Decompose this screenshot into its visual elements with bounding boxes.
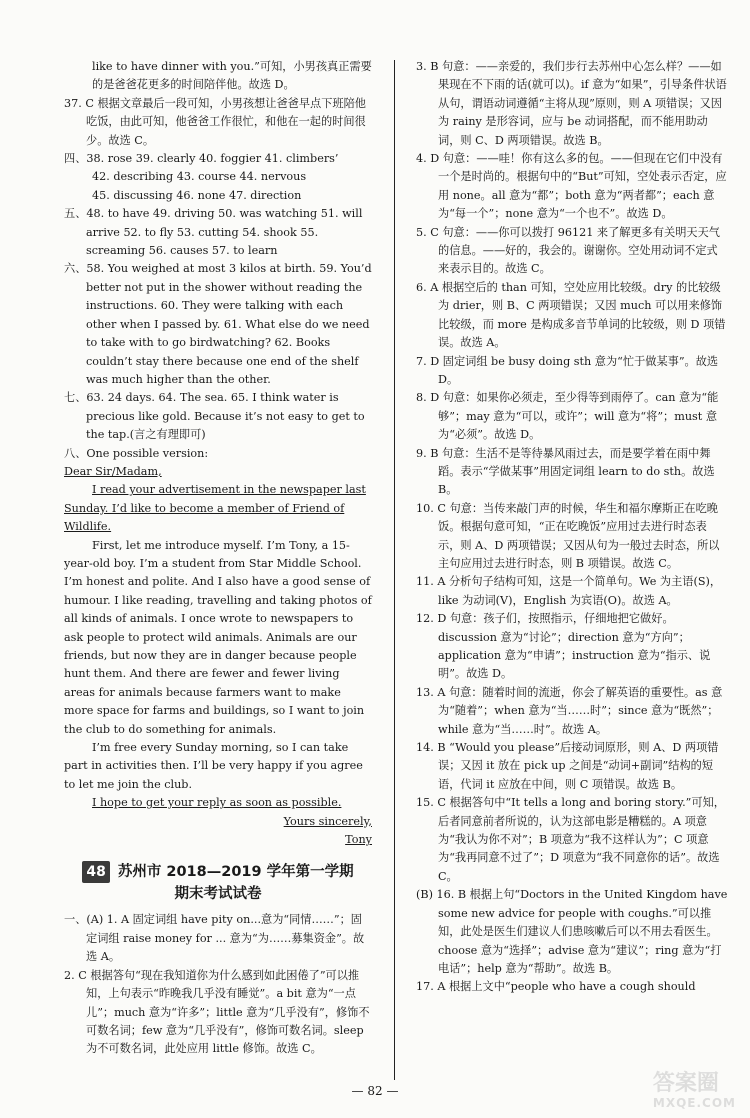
left-column	[64, 58, 372, 1059]
answer-line: 9. B 句意：生活不是等待暴风雨过去，而是要学着在雨中舞蹈。表示“学做某事”用固定词组 learn to do sth。故选 B。	[416, 446, 715, 497]
answer-line: 37. C 根据文章最后一段可知，小男孩想让爸爸早点下班陪他吃饭，由此可知，他爸爸工作很忙，和他在一起的时间很少。故选 C。	[64, 96, 366, 147]
section-heading-line1	[64, 861, 372, 883]
answer-line: 3. B 句意：——亲爱的，我们步行去苏州中心怎么样？——如果现在不下雨的话(就可以)。if 意为“如果”，引导条件状语从句，谓语动词遵循“主将从现”原则，则 A 项错误；又因为 rainy 是形容词，应与 be 动词搭配，而不能用助动词，则 C、D 两项错误。故选 B。	[416, 60, 727, 147]
answer-line: 六、58. You weighed at most 3 kilos at birth. 59. You’d better not put in the shower without reading the instructions. 60. They were talking with each other when I passed by. 61. What else do we need to take with to go birdwatching? 62. Books couldn’t stay there because one end of the shelf was much higher than the other.	[64, 262, 372, 386]
watermark-text: 答案圈	[652, 1071, 719, 1097]
answer-line: 一、(A) 1. A 固定词组 have pity on...意为“同情……”；固定词组 raise money for ... 意为“为……募集资金”。故选 A。	[64, 913, 365, 964]
answer-line: 10. C 句意：当传来敲门声的时候，华生和福尔摩斯正在吃晚饭。根据句意可知，“正在吃晚饭”应用过去进行时态表示，则 A、D 两项错误；又因从句为一般过去时态，所以主句应用过去进行时态，则 B 项错误。故选 C。	[416, 501, 720, 570]
answer-line: 11. A 分析句子结构可知，这是一个简单句。We 为主语(S)，like 为动词(V)，English 为宾语(O)。故选 A。	[416, 575, 722, 607]
answer-line: 13. A 句意：随着时间的流逝，你会了解英语的重要性。as 意为“随着”；when 意为“当……时”；since 意为“既然”；while 意为“当……时”。故选 A。	[416, 685, 723, 736]
answer-line: Yours sincerely,	[283, 814, 372, 828]
answer-line: 5. C 句意：——你可以拨打 96121 来了解更多有关明天天气的信息。——好的，我会的。谢谢你。空处用动词不定式来表示目的。故选 C。	[416, 225, 720, 276]
answer-line: 八、One possible version:	[64, 446, 209, 460]
left-answers	[64, 58, 372, 849]
page-number: — 82 —	[351, 1084, 399, 1098]
answer-line: Tony	[345, 833, 372, 847]
answer-line: 五、48. to have 49. driving 50. was watching 51. will arrive 52. to fly 53. cutting 54. shook 55. screaming 56. causes 57. to learn	[64, 207, 363, 258]
site-watermark	[652, 1071, 736, 1112]
answer-line: 8. D 句意：如果你必须走，至少得等到雨停了。can 意为“能够”；may 意为“可以，或许”；will 意为“将”；must 意为“必须”。故选 D。	[416, 391, 719, 442]
section-subtitle: 期末考试试卷	[174, 886, 262, 903]
answer-line: 17. A 根据上文中“people who have a cough should	[416, 980, 696, 994]
section-title: 苏州市 2018—2019 学年第一学期	[117, 864, 354, 881]
answer-line: 45. discussing 46. none 47. direction	[92, 188, 302, 202]
section-heading	[64, 861, 372, 905]
answer-line: (B) 16. B 根据上句“Doctors in the United Kingdom have some new advice for people with coughs.”可以推知，此处是医生们建议人们患咳嗽后可以不用去看医生。choose 意为“选择”；advise 意为“建议”；ring 意为“打电话”；help 意为“帮助”。故选 B。	[416, 888, 728, 975]
column-divider	[394, 60, 395, 1080]
answer-line: 6. A 根据空后的 than 可知，空处应用比较级。dry 的比较级为 drier，则 B、C 两项错误；又因 much 可以用来修饰比较级，而 more 是构成多音节单词的比较级，则 D 项错误。故选 A。	[416, 280, 726, 350]
answer-line: First, let me introduce myself. I’m Tony, a 15-year-old boy. I’m a student from Star Middle School. I’m honest and polite. And I also have a good sense of humour. I like reading, travelling and taking photos of all kinds of animals. I once wrote to newspapers to ask people to protect wild animals. Animals are our friends, but now they are in danger because people hunt them. And there are fewer and fewer living areas for animals because farmers want to make more space for farms and buildings, so I want to join the club to do something for animals.	[64, 538, 372, 736]
watermark-url: MXQE.COM	[652, 1095, 736, 1110]
right-column	[416, 58, 728, 997]
section-number-badge: 48	[82, 861, 109, 883]
answer-line: 14. B “Would you please”后接动词原形，则 A、D 两项错误；又因 it 放在 pick up 之间是“动词+副词”结构的短语，代词 it 应放在中间，则 C 项错误。故选 B。	[416, 741, 719, 791]
answer-line: Dear Sir/Madam,	[64, 464, 162, 478]
answer-line: 2. C 根据答句“现在我知道你为什么感到如此困倦了”可以推知，上句表示“昨晚我几乎没有睡觉”。a bit 意为“一点儿”；much 意为“许多”；little 意为“几乎没有”，修饰不可数名词；few 意为“几乎没有”，修饰可数名词。sleep 为不可数名词，此处应用 little 修饰。故选 C。	[64, 968, 370, 1056]
answer-line: 四、38. rose 39. clearly 40. foggier 41. climbers’	[64, 152, 339, 166]
left-answers-2	[64, 911, 372, 1058]
answer-line: like to have dinner with you.”可知，小男孩真正需要的是爸爸花更多的时间陪伴他。故选 D。	[92, 60, 372, 92]
answer-line: I’m free every Sunday morning, so I can take part in activities then. I’ll be very happy if you agree to let me join the club.	[64, 741, 363, 791]
answer-line: 15. C 根据答句中“It tells a long and boring story.”可知，后者同意前者所说的，认为这部电影是糟糕的。A 项意为“我认为你不对”；B 项意为“我不这样认为”；C 项意为“我再同意不过了”；D 项意为“我不同意你的话”。故选 C。	[416, 796, 725, 883]
answer-line: 七、63. 24 days. 64. The sea. 65. I think water is precious like gold. Because it’s not easy to get to the tap.(言之有理即可)	[64, 391, 365, 442]
answer-line: I read your advertisement in the newspaper last Sunday. I’d like to become a member of Friend of Wildlife.	[64, 483, 366, 534]
answer-line: I hope to get your reply as soon as possible.	[92, 796, 342, 810]
answer-line: 12. D 句意：孩子们，按照指示，仔细地把它做好。discussion 意为“讨论”；direction 意为“方向”；application 意为“申请”；instruction 意为“指示、说明”。故选 D。	[416, 612, 711, 681]
answer-line: 4. D 句意：——哇！你有这么多的包。——但现在它们中没有一个是时尚的。根据句中的“But”可知，空处表示否定，应用 none。all 意为“都”；both 意为“两者都”；each 意为“每一个”；none 意为“一个也不”。故选 D。	[416, 152, 727, 221]
answer-line: 7. D 固定词组 be busy doing sth 意为“忙于做某事”。故选 D。	[416, 354, 719, 386]
answer-line: 42. describing 43. course 44. nervous	[92, 170, 307, 184]
